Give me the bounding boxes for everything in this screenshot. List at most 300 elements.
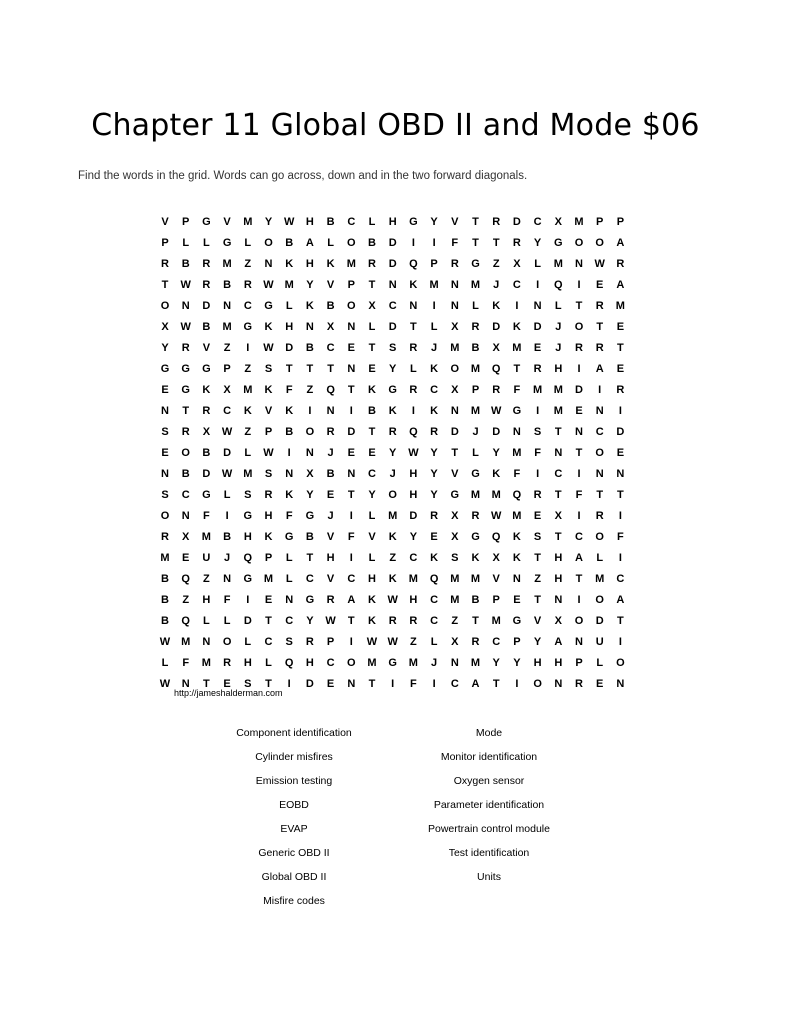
grid-letter: M bbox=[429, 279, 439, 291]
grid-letter: E bbox=[223, 678, 231, 690]
grid-letter: I bbox=[598, 384, 602, 396]
grid-letter: P bbox=[326, 636, 335, 648]
grid-letter: G bbox=[471, 468, 480, 480]
grid-letter: D bbox=[450, 426, 459, 438]
grid-letter: W bbox=[325, 615, 336, 627]
grid-letter: W bbox=[263, 342, 274, 354]
grid-letter: V bbox=[368, 531, 376, 543]
grid-letter: O bbox=[264, 237, 273, 249]
grid-letter: B bbox=[471, 342, 480, 354]
grid-letter: T bbox=[203, 678, 210, 690]
grid-letter: E bbox=[596, 678, 604, 690]
grid-letter: T bbox=[285, 363, 293, 375]
grid-letter: J bbox=[327, 510, 334, 522]
grid-letter: X bbox=[451, 636, 459, 648]
grid-letter: N bbox=[616, 468, 625, 480]
grid-letter: O bbox=[616, 657, 625, 669]
grid-letter: S bbox=[451, 552, 459, 564]
grid-letter: T bbox=[368, 279, 376, 291]
grid-letter: M bbox=[470, 489, 481, 501]
grid-letter: M bbox=[201, 531, 211, 543]
grid-letter: C bbox=[595, 426, 604, 438]
grid-letter: B bbox=[202, 447, 211, 459]
grid-letter: N bbox=[575, 426, 583, 438]
grid-letter: M bbox=[450, 342, 460, 354]
grid-letter: N bbox=[326, 405, 335, 417]
grid-letter: C bbox=[347, 216, 356, 228]
grid-letter: T bbox=[451, 447, 459, 459]
grid-letter: C bbox=[388, 300, 397, 312]
grid-letter: Y bbox=[389, 447, 397, 459]
grid-letter: K bbox=[430, 405, 439, 417]
grid-letter: K bbox=[202, 384, 211, 396]
grid-letter: R bbox=[595, 510, 604, 522]
grid-letter: W bbox=[180, 279, 191, 291]
grid-letter: T bbox=[472, 237, 479, 249]
grid-letter: R bbox=[471, 636, 480, 648]
grid-letter: D bbox=[492, 321, 501, 333]
grid-letter: D bbox=[595, 615, 604, 627]
grid-letter: G bbox=[202, 363, 211, 375]
grid-letter: O bbox=[160, 300, 170, 312]
grid-letter: I bbox=[246, 342, 250, 354]
grid-letter: D bbox=[388, 321, 397, 333]
word-list-left bbox=[184, 726, 404, 918]
grid-letter: C bbox=[554, 468, 563, 480]
grid-letter: H bbox=[305, 258, 314, 270]
grid-letter: Q bbox=[429, 573, 439, 585]
grid-letter: T bbox=[472, 615, 479, 627]
grid-letter: W bbox=[221, 468, 233, 480]
grid-letter: B bbox=[161, 573, 169, 585]
grid-letter: T bbox=[306, 363, 314, 375]
grid-letter: Z bbox=[223, 342, 231, 354]
grid-letter: R bbox=[409, 342, 418, 354]
grid-letter: V bbox=[451, 216, 459, 228]
grid-letter: P bbox=[513, 636, 521, 648]
grid-letter: V bbox=[161, 216, 169, 228]
word-list-item: Monitor identification bbox=[440, 751, 538, 763]
grid-letter: N bbox=[305, 321, 314, 333]
grid-letter: R bbox=[471, 510, 480, 522]
grid-letter: M bbox=[512, 447, 522, 459]
grid-letter: E bbox=[430, 531, 438, 543]
word-list-item: Oxygen sensor bbox=[453, 775, 525, 787]
grid-letter: R bbox=[430, 510, 439, 522]
grid-letter: P bbox=[347, 279, 355, 291]
grid-letter: R bbox=[492, 384, 501, 396]
grid-letter: Q bbox=[284, 657, 294, 669]
grid-letter: X bbox=[306, 468, 314, 480]
grid-letter: H bbox=[409, 594, 418, 606]
grid-letter: C bbox=[430, 594, 439, 606]
grid-letter: F bbox=[451, 237, 459, 249]
grid-letter: M bbox=[388, 510, 398, 522]
grid-letter: R bbox=[243, 279, 252, 291]
grid-letter: I bbox=[246, 594, 250, 606]
grid-letter: R bbox=[595, 300, 604, 312]
grid-letter: M bbox=[491, 489, 501, 501]
grid-letter: R bbox=[202, 405, 211, 417]
grid-letter: R bbox=[368, 258, 376, 270]
grid-letter: D bbox=[388, 258, 397, 270]
grid-letter: K bbox=[326, 258, 335, 270]
word-list-item: Emission testing bbox=[255, 775, 333, 787]
grid-letter: U bbox=[202, 552, 211, 564]
grid-letter: X bbox=[451, 321, 459, 333]
word-list-item: Powertrain control module bbox=[428, 823, 550, 835]
grid-letter: K bbox=[368, 594, 376, 606]
grid-letter: I bbox=[577, 363, 581, 375]
grid-letter: L bbox=[285, 300, 293, 312]
grid-letter: D bbox=[575, 384, 583, 396]
grid-letter: K bbox=[492, 300, 501, 312]
grid-letter: L bbox=[368, 552, 376, 564]
grid-letter: X bbox=[513, 258, 521, 270]
word-list-item: Component identification bbox=[236, 727, 352, 739]
grid-letter: K bbox=[388, 531, 397, 543]
grid-letter: N bbox=[616, 678, 625, 690]
grid-letter: I bbox=[618, 636, 622, 648]
grid-letter: T bbox=[368, 678, 376, 690]
grid-letter: N bbox=[554, 678, 563, 690]
grid-letter: R bbox=[616, 384, 625, 396]
grid-letter: H bbox=[243, 531, 252, 543]
grid-letter: O bbox=[222, 636, 232, 648]
grid-letter: K bbox=[243, 405, 252, 417]
grid-letter: O bbox=[181, 447, 190, 459]
grid-letter: P bbox=[596, 216, 604, 228]
grid-letter: C bbox=[181, 489, 190, 501]
grid-letter: Z bbox=[492, 258, 500, 270]
grid-letter: R bbox=[388, 615, 397, 627]
grid-letter: N bbox=[161, 468, 169, 480]
grid-letter: D bbox=[347, 426, 356, 438]
grid-letter: M bbox=[533, 384, 543, 396]
grid-letter: K bbox=[512, 321, 521, 333]
grid-letter: B bbox=[223, 531, 232, 543]
grid-letter: S bbox=[264, 468, 273, 480]
grid-letter: R bbox=[616, 258, 625, 270]
grid-letter: S bbox=[161, 426, 169, 438]
grid-letter: M bbox=[470, 573, 481, 585]
grid-letter: W bbox=[159, 636, 171, 648]
grid-letter: E bbox=[616, 447, 625, 459]
grid-letter: T bbox=[596, 321, 604, 333]
grid-letter: G bbox=[450, 489, 460, 501]
grid-letter: N bbox=[554, 594, 563, 606]
grid-letter: M bbox=[595, 573, 605, 585]
grid-letter: C bbox=[430, 615, 439, 627]
grid-letter: J bbox=[472, 426, 479, 438]
grid-letter: H bbox=[554, 552, 563, 564]
grid-letter: M bbox=[263, 573, 274, 585]
grid-letter: B bbox=[471, 594, 480, 606]
grid-letter: R bbox=[430, 426, 439, 438]
grid-letter: I bbox=[536, 405, 540, 417]
grid-letter: I bbox=[577, 594, 581, 606]
grid-letter: C bbox=[285, 615, 294, 627]
grid-letter: J bbox=[555, 342, 562, 354]
grid-letter: H bbox=[305, 657, 314, 669]
grid-letter: N bbox=[347, 678, 356, 690]
grid-letter: O bbox=[347, 657, 356, 669]
grid-letter: N bbox=[181, 510, 190, 522]
grid-letter: I bbox=[349, 405, 353, 417]
grid-letter: O bbox=[347, 237, 356, 249]
grid-letter: F bbox=[410, 678, 417, 690]
grid-letter: V bbox=[202, 342, 211, 354]
grid-letter: G bbox=[512, 615, 522, 627]
grid-letter: P bbox=[616, 216, 625, 228]
grid-letter: T bbox=[306, 552, 314, 564]
grid-letter: T bbox=[410, 321, 417, 333]
grid-letter: G bbox=[181, 363, 190, 375]
grid-letter: Z bbox=[244, 426, 252, 438]
grid-letter: N bbox=[512, 426, 521, 438]
grid-letter: T bbox=[617, 342, 624, 354]
grid-letter: T bbox=[265, 615, 272, 627]
grid-letter: N bbox=[285, 468, 294, 480]
grid-letter: B bbox=[181, 468, 190, 480]
grid-letter: K bbox=[285, 405, 294, 417]
grid-letter: I bbox=[225, 510, 229, 522]
grid-letter: N bbox=[450, 405, 459, 417]
grid-letter: S bbox=[161, 489, 169, 501]
grid-letter: T bbox=[554, 531, 562, 543]
grid-letter: R bbox=[575, 678, 583, 690]
grid-letter: G bbox=[181, 384, 190, 396]
grid-letter: L bbox=[368, 216, 376, 228]
grid-letter: T bbox=[575, 573, 583, 585]
grid-letter: A bbox=[616, 594, 625, 606]
grid-letter: R bbox=[409, 384, 418, 396]
grid-letter: T bbox=[182, 405, 190, 417]
grid-letter: I bbox=[349, 552, 353, 564]
grid-letter: Z bbox=[306, 384, 314, 396]
grid-letter: L bbox=[244, 237, 252, 249]
grid-letter: Q bbox=[512, 489, 522, 501]
grid-letter: D bbox=[202, 300, 211, 312]
grid-letter: O bbox=[574, 321, 584, 333]
grid-letter: P bbox=[575, 657, 583, 669]
grid-letter: F bbox=[203, 510, 210, 522]
grid-letter: X bbox=[492, 552, 500, 564]
grid-letter: M bbox=[470, 657, 481, 669]
grid-letter: L bbox=[244, 636, 252, 648]
grid-letter: H bbox=[554, 573, 563, 585]
grid-letter: F bbox=[223, 594, 231, 606]
grid-letter: S bbox=[264, 363, 273, 375]
grid-letter: T bbox=[575, 447, 583, 459]
grid-letter: I bbox=[411, 405, 415, 417]
grid-letter: Z bbox=[451, 615, 459, 627]
grid-letter: K bbox=[388, 573, 397, 585]
grid-letter: N bbox=[347, 321, 356, 333]
grid-letter: A bbox=[347, 594, 356, 606]
grid-letter: S bbox=[244, 489, 252, 501]
grid-letter: C bbox=[616, 573, 625, 585]
grid-letter: Y bbox=[430, 216, 438, 228]
grid-letter: L bbox=[223, 489, 231, 501]
grid-letter: Y bbox=[264, 216, 273, 228]
grid-letter: R bbox=[595, 342, 604, 354]
grid-letter: M bbox=[450, 594, 460, 606]
grid-letter: N bbox=[181, 300, 190, 312]
grid-letter: I bbox=[577, 468, 581, 480]
grid-letter: R bbox=[533, 363, 542, 375]
grid-letter: X bbox=[554, 615, 562, 627]
grid-letter: N bbox=[450, 657, 459, 669]
grid-letter: L bbox=[223, 615, 231, 627]
grid-letter: M bbox=[470, 363, 481, 375]
grid-letter: L bbox=[596, 552, 604, 564]
grid-letter: S bbox=[389, 342, 397, 354]
grid-letter: X bbox=[326, 321, 335, 333]
grid-letter: T bbox=[492, 237, 500, 249]
grid-letter: J bbox=[431, 342, 438, 354]
grid-letter: A bbox=[305, 237, 314, 249]
grid-letter: B bbox=[181, 258, 190, 270]
grid-letter: G bbox=[388, 657, 397, 669]
grid-letter: X bbox=[554, 216, 562, 228]
grid-letter: E bbox=[347, 342, 355, 354]
grid-letter: H bbox=[368, 573, 376, 585]
grid-letter: R bbox=[409, 615, 418, 627]
grid-letter: V bbox=[264, 405, 273, 417]
grid-letter: D bbox=[223, 447, 232, 459]
grid-letter: Q bbox=[243, 552, 253, 564]
grid-letter: R bbox=[181, 342, 190, 354]
grid-letter: I bbox=[536, 279, 540, 291]
word-list-item: Test identification bbox=[448, 847, 530, 859]
grid-letter: V bbox=[326, 531, 335, 543]
grid-letter: M bbox=[450, 573, 460, 585]
grid-letter: G bbox=[471, 531, 480, 543]
grid-letter: N bbox=[554, 447, 563, 459]
grid-letter: K bbox=[305, 300, 314, 312]
word-list-item: EVAP bbox=[280, 823, 308, 835]
grid-letter: T bbox=[513, 363, 521, 375]
grid-letter: Q bbox=[181, 573, 190, 585]
grid-letter: I bbox=[287, 447, 291, 459]
word-list-item: Mode bbox=[475, 727, 503, 739]
grid-letter: O bbox=[595, 237, 604, 249]
grid-letter: X bbox=[451, 531, 459, 543]
grid-letter: T bbox=[575, 300, 583, 312]
grid-letter: H bbox=[554, 363, 563, 375]
grid-letter: T bbox=[617, 489, 624, 501]
word-list-right bbox=[379, 726, 599, 894]
grid-letter: A bbox=[616, 279, 625, 291]
grid-letter: T bbox=[265, 678, 272, 690]
grid-letter: J bbox=[224, 552, 231, 564]
grid-letter: W bbox=[263, 279, 274, 291]
grid-letter: Y bbox=[533, 237, 542, 249]
grid-letter: N bbox=[533, 300, 542, 312]
grid-letter: Z bbox=[244, 363, 252, 375]
grid-letter: G bbox=[202, 216, 211, 228]
grid-letter: Q bbox=[181, 615, 190, 627]
grid-letter: D bbox=[305, 678, 314, 690]
grid-letter: W bbox=[594, 258, 605, 270]
grid-letter: I bbox=[577, 510, 581, 522]
grid-letter: Y bbox=[389, 363, 397, 375]
grid-letter: T bbox=[554, 426, 562, 438]
grid-letter: O bbox=[388, 489, 397, 501]
grid-letter: K bbox=[264, 321, 273, 333]
grid-letter: W bbox=[408, 447, 419, 459]
grid-letter: N bbox=[595, 405, 604, 417]
grid-letter: M bbox=[181, 636, 191, 648]
grid-letter: M bbox=[367, 657, 377, 669]
grid-letter: O bbox=[160, 510, 170, 522]
grid-letter: N bbox=[223, 300, 232, 312]
grid-letter: B bbox=[161, 594, 169, 606]
grid-letter: G bbox=[554, 237, 563, 249]
grid-letter: I bbox=[577, 279, 581, 291]
grid-letter: E bbox=[264, 594, 273, 606]
grid-letter: I bbox=[349, 510, 353, 522]
grid-letter: F bbox=[534, 447, 541, 459]
grid-letter: T bbox=[347, 615, 355, 627]
grid-letter: G bbox=[202, 489, 211, 501]
word-list-item: Units bbox=[477, 871, 501, 883]
grid-letter: N bbox=[347, 468, 356, 480]
grid-letter: E bbox=[533, 342, 542, 354]
grid-letter: K bbox=[430, 363, 439, 375]
grid-letter: R bbox=[161, 531, 169, 543]
grid-letter: E bbox=[533, 510, 542, 522]
grid-letter: P bbox=[182, 216, 190, 228]
grid-letter: Q bbox=[409, 258, 418, 270]
grid-letter: I bbox=[432, 237, 436, 249]
grid-letter: B bbox=[202, 321, 211, 333]
grid-letter: O bbox=[595, 531, 604, 543]
grid-letter: D bbox=[409, 510, 418, 522]
grid-letter: F bbox=[285, 384, 293, 396]
grid-letter: M bbox=[470, 405, 481, 417]
grid-letter: M bbox=[553, 258, 563, 270]
grid-letter: M bbox=[491, 615, 501, 627]
grid-letter: G bbox=[305, 594, 315, 606]
grid-letter: X bbox=[223, 384, 231, 396]
grid-letter: M bbox=[512, 510, 522, 522]
grid-letter: N bbox=[347, 363, 356, 375]
word-list-item: EOBD bbox=[279, 799, 309, 811]
grid-letter: F bbox=[513, 468, 521, 480]
grid-letter: X bbox=[492, 342, 500, 354]
grid-letter: N bbox=[450, 300, 459, 312]
grid-letter: S bbox=[533, 531, 542, 543]
grid-letter: V bbox=[326, 279, 335, 291]
grid-letter: B bbox=[368, 405, 376, 417]
grid-letter: D bbox=[285, 342, 294, 354]
grid-letter: N bbox=[161, 405, 169, 417]
grid-letter: D bbox=[512, 216, 521, 228]
grid-letter: Y bbox=[161, 342, 169, 354]
grid-letter: D bbox=[616, 426, 625, 438]
grid-letter: G bbox=[243, 510, 253, 522]
grid-letter: I bbox=[349, 636, 353, 648]
grid-letter: H bbox=[409, 489, 418, 501]
grid-letter: A bbox=[554, 636, 563, 648]
grid-letter: C bbox=[430, 384, 439, 396]
grid-letter: Z bbox=[244, 258, 252, 270]
grid-letter: I bbox=[618, 510, 622, 522]
grid-letter: V bbox=[533, 615, 542, 627]
grid-letter: E bbox=[161, 447, 169, 459]
